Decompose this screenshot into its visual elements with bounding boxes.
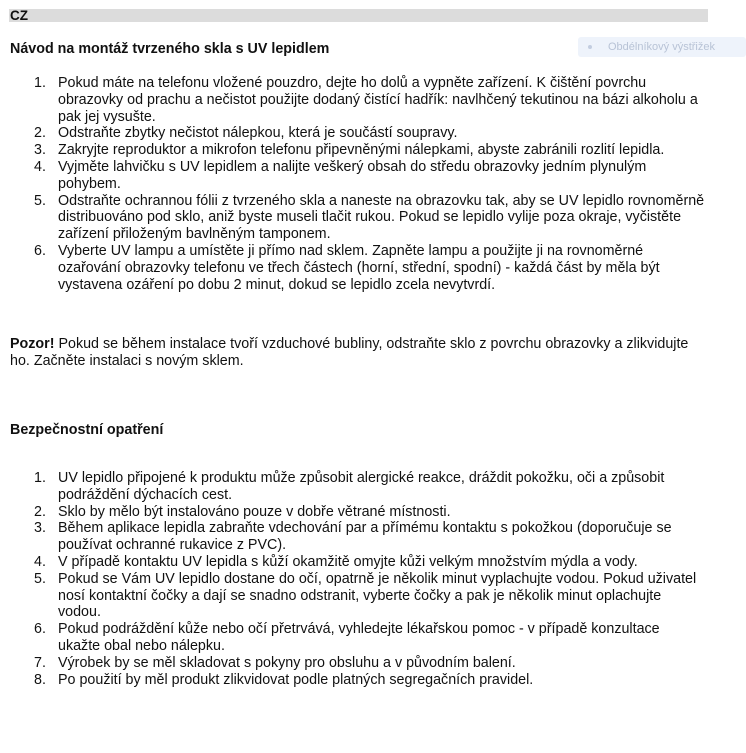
item-text: Během aplikace lepidla zabraňte vdechování par a přímému kontaktu s pokožkou (doporučuje se používat ochranné rukavice z PVC). — [58, 520, 672, 554]
snipping-mode-label: Obdélníkový výstřižek — [608, 41, 715, 53]
list-item — [10, 504, 705, 521]
step-text: Vyberte UV lampu a umístěte ji přímo nad sklem. Zapněte lampu a použijte ji na rovnoměrné ozařování obrazovky telefonu ve třech částech (horní, střední, spodní) - každá část by měla být vystavena ozáření po dobu 2 minut, dokud se lepidlo zcela nevytvrdí. — [58, 242, 660, 293]
item-text: UV lepidlo připojené k produktu může způsobit alergické reakce, dráždit pokožku, oči a způsobit podráždění dýchacích cest. — [58, 470, 665, 503]
list-item — [10, 520, 705, 554]
item-text: Po použití by měl produkt zlikvidovat podle platných segregačních pravidel. — [58, 671, 534, 688]
list-item — [10, 159, 705, 193]
language-header-bar — [9, 9, 708, 22]
item-text: V případě kontaktu UV lepidla s kůží okamžitě omyjte kůži velkým množstvím mýdla a vody. — [58, 553, 638, 570]
safety-precautions-list — [10, 470, 705, 688]
step-text: Odstraňte ochrannou fólii z tvrzeného skla a naneste na obrazovku tak, aby se UV lepidlo rovnoměrně distribuováno pod sklo, aniž byste museli tlačit rukou. Pokud se lepidlo vylije poza okraje, vyčistěte zařízení přiloženým bavlněným tamponem. — [58, 192, 705, 243]
step-number: 2. — [34, 125, 46, 142]
list-item — [10, 193, 705, 243]
list-item — [10, 243, 705, 293]
step-number: 1. — [34, 75, 46, 91]
safety-section-title: Bezpečnostní opatření — [10, 422, 164, 438]
item-number: 4. — [34, 553, 46, 570]
item-number: 3. — [34, 520, 46, 537]
list-item — [10, 142, 705, 159]
step-text: Vyjměte lahvičku s UV lepidlem a nalijte veškerý obsah do středu obrazovky jedním plynulým pohybem. — [58, 158, 647, 192]
warning-label: Pozor! — [10, 336, 55, 352]
step-number: 3. — [34, 142, 46, 159]
step-number: 6. — [34, 242, 46, 259]
list-item — [10, 125, 705, 142]
item-text: Výrobek by se měl skladovat s pokyny pro obsluhu a v původním balení. — [58, 654, 516, 671]
snipping-mode-tooltip — [578, 37, 746, 57]
item-text: Pokud podráždění kůže nebo očí přetrvává, vyhledejte lékařskou pomoc - v případě konzultace ukažte obal nebo nálepku. — [58, 621, 660, 654]
step-number: 4. — [34, 158, 46, 175]
step-text: Zakryjte reproduktor a mikrofon telefonu připevněnými nálepkami, abyste zabránili rozlití lepidla. — [58, 142, 665, 159]
item-text: Pokud se Vám UV lepidlo dostane do očí, opatrně je několik minut vyplachujte vodou. Pokud uživatel nosí kontaktní čočky a dají se snadno odstranit, vyberte čočky a pak je několik minut oplachujte vodou. — [58, 570, 697, 621]
list-item — [10, 672, 705, 689]
list-item — [10, 554, 705, 571]
warning-paragraph — [10, 336, 710, 370]
installation-steps-list — [10, 75, 705, 293]
list-item — [10, 621, 705, 655]
item-number: 1. — [34, 470, 46, 486]
step-text: Odstraňte zbytky nečistot nálepkou, která je součástí soupravy. — [58, 125, 458, 142]
item-text: Sklo by mělo být instalováno pouze v dobře větrané místnosti. — [58, 503, 451, 520]
list-item — [10, 571, 705, 621]
step-number: 5. — [34, 192, 46, 209]
item-number: 6. — [34, 621, 46, 638]
list-item — [10, 470, 705, 504]
dot-icon — [588, 45, 592, 49]
page-title: Návod na montáž tvrzeného skla s UV lepidlem — [10, 41, 330, 57]
item-number: 2. — [34, 503, 46, 520]
language-label: CZ — [10, 8, 28, 23]
item-number: 8. — [34, 671, 46, 688]
step-text: Pokud máte na telefonu vložené pouzdro, dejte ho dolů a vypněte zařízení. K čištění povrchu obrazovky od prachu a nečistot použijte dodaný čistící hadřík: navlhčený tekutinou na bázi alkoholu a pak jej vysušte. — [58, 75, 698, 125]
list-item — [10, 655, 705, 672]
item-number: 5. — [34, 570, 46, 587]
list-item — [10, 75, 705, 125]
item-number: 7. — [34, 654, 46, 671]
warning-text: Pokud se během instalace tvoří vzduchové bubliny, odstraňte sklo z povrchu obrazovky a zlikvidujte ho. Začněte instalaci s novým sklem. — [10, 336, 689, 369]
